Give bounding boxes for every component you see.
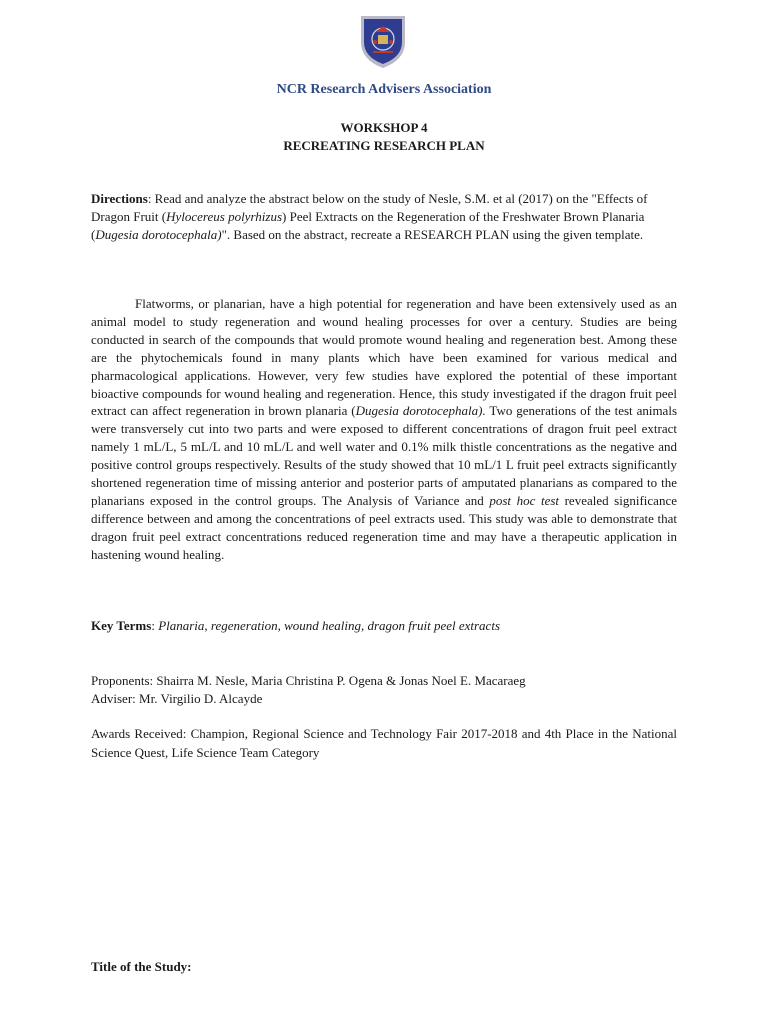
awards-paragraph: Awards Received: Champion, Regional Science and Technology Fair 2017-2018 and 4th Place in the National Science Quest, Life Science Team Category (91, 726, 677, 760)
abstract-paragraph (91, 295, 677, 564)
abstract-posthoc: post hoc test (489, 492, 560, 508)
workshop-heading (0, 119, 768, 155)
directions-label: Directions (91, 191, 148, 206)
key-terms-separator: : (151, 618, 159, 633)
species-name-2: Dugesia dorotocephala) (95, 227, 222, 243)
key-terms-list: Planaria, regeneration, wound healing, dragon fruit peel extracts (158, 618, 501, 633)
key-terms-label: Key Terms (91, 618, 152, 633)
abstract-text-2: Two generations of the test animals were transversely cut into two parts and were exposed to different concentrations of dragon fruit peel extract namely 1 mL/L, 5 mL/L and 10 mL/L and well water and 0.1% milk thistle concentrations as the negative and positive control groups respectively. Results of the study showed that 10 mL/1 L fruit peel extracts significantly shortened regeneration time of missing anterior and posterior parts of amputated planarians as compared to the planarians exposed in the control groups. The Analysis of Variance and (91, 403, 678, 508)
proponents-line: Proponents: Shairra M. Nesle, Maria Christina P. Ogena & Jonas Noel E. Macaraeg (91, 673, 526, 688)
credits-block (91, 672, 691, 708)
directions-paragraph (91, 190, 681, 245)
adviser-line: Adviser: Mr. Virgilio D. Alcayde (91, 691, 263, 706)
directions-text-3: ". Based on the abstract, recreate a RESEARCH PLAN using the given template. (221, 227, 644, 243)
workshop-number: WORKSHOP 4 (340, 120, 428, 135)
abstract-text-3: revealed significance difference between and among the concentrations of peel extracts used. This study was able to demonstrate that dragon fruit peel extract concentrations reduced regeneration time and may have a therapeutic application in hastening wound healing. (91, 492, 677, 562)
organization-name: NCR Research Advisers Association (276, 82, 492, 97)
study-title-label: Title of the Study: (91, 959, 192, 974)
abstract-text-1: Flatworms, or planarian, have a high potential for regeneration and have been extensively used as an animal model to study regeneration and wound healing processes for over a century. Studies are being conducted in search of the compounds that would promote wound healing and regeneration best. Among these are the phytochemicals found in many plants which have been examined for various medical and pharmacological applications. However, very few studies have explored the potential of these important bioactive compounds for wound healing and regeneration. Hence, this study investigated if the dragon fruit peel extract can affect regeneration in brown planaria ( (91, 296, 677, 419)
shield-seal-icon (358, 12, 408, 70)
directions-text-1: : Read and analyze the abstract below on the study of Nesle, S.M. et al (2017) on the "Effects of Dragon Fruit ( (91, 191, 648, 225)
workshop-title: RECREATING RESEARCH PLAN (283, 138, 485, 153)
species-name-1: Hylocereus polyrhizus (166, 209, 283, 225)
key-terms (91, 617, 691, 635)
abstract-species: Dugesia dorotocephala). (355, 403, 486, 419)
directions-text-2: ) Peel Extracts on the Regeneration of the Freshwater Brown Planaria ( (91, 209, 645, 243)
